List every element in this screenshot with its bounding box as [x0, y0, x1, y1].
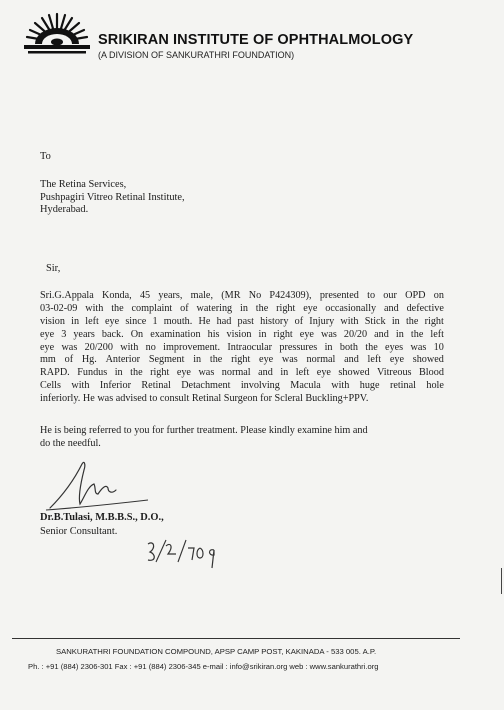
footer-address: SANKURATHRI FOUNDATION COMPOUND, APSP CAMP POST, KAKINADA - 533 005. A.P. — [56, 647, 377, 656]
handwritten-date — [140, 538, 230, 572]
letter-body — [40, 290, 444, 406]
institute-name: SRIKIRAN INSTITUTE OF OPHTHALMOLOGY — [98, 32, 414, 48]
recipient-address — [40, 178, 185, 216]
institute-subtitle: (A DIVISION OF SANKURATHRI FOUNDATION) — [98, 50, 295, 60]
closing-paragraph — [40, 425, 368, 451]
footer-contact: Ph. : +91 (884) 2306-301 Fax : +91 (884) 2306-345 e-mail : info@srikiran.org web : www.sankurathri.org — [28, 662, 379, 671]
body-line: Sri.G.Appala Konda, 45 years, male, (MR No P424309), presented to our OPD on — [40, 290, 444, 301]
body-line: RAPD. Fundus in the right eye was normal and in left eye showed Vitreous Blood — [40, 367, 444, 379]
scan-edge-mark — [497, 568, 502, 594]
body-line: vision in left eye since 1 mouth. He had past history of Injury with Stick in the right — [40, 315, 444, 327]
recipient-line: Pushpagiri Vitreo Retinal Institute, — [40, 191, 185, 203]
greeting: Sir, — [46, 263, 61, 274]
salutation-to: To — [40, 151, 51, 162]
recipient-line: Hyderabad. — [40, 204, 89, 215]
closing-line: do the needful. — [40, 437, 101, 449]
body-line: eye 3 years back. On examination his vision in right eye was 20/20 and in the left — [40, 328, 444, 340]
closing-line: He is being referred to you for further treatment. Please kindly examine him and — [40, 425, 368, 436]
recipient-line: The Retina Services, — [40, 179, 127, 190]
signatory-title: Senior Consultant. — [40, 526, 118, 537]
body-line: mm of Hg. Anterior Segment in the right eye was normal and left eye showed — [40, 354, 444, 366]
handwritten-signature — [44, 458, 154, 512]
body-line: Cells with Inferior Retinal Detachment involving Macula with huge retinal hole — [40, 380, 444, 392]
body-line: 03-02-09 with the complaint of watering in the right eye occasionally and defective — [40, 302, 444, 314]
body-line: inferiorly. He was advised to consult Retinal Surgeon for Scleral Buckling+PPV. — [40, 393, 369, 405]
sunrise-logo-icon — [22, 12, 92, 56]
signatory-name: Dr.B.Tulasi, M.B.B.S., D.O., — [40, 512, 164, 523]
footer-divider — [12, 638, 460, 639]
body-line: eye was 20/200 with no improvement. Intraocular pressures in both the eyes was 10 — [40, 341, 444, 353]
